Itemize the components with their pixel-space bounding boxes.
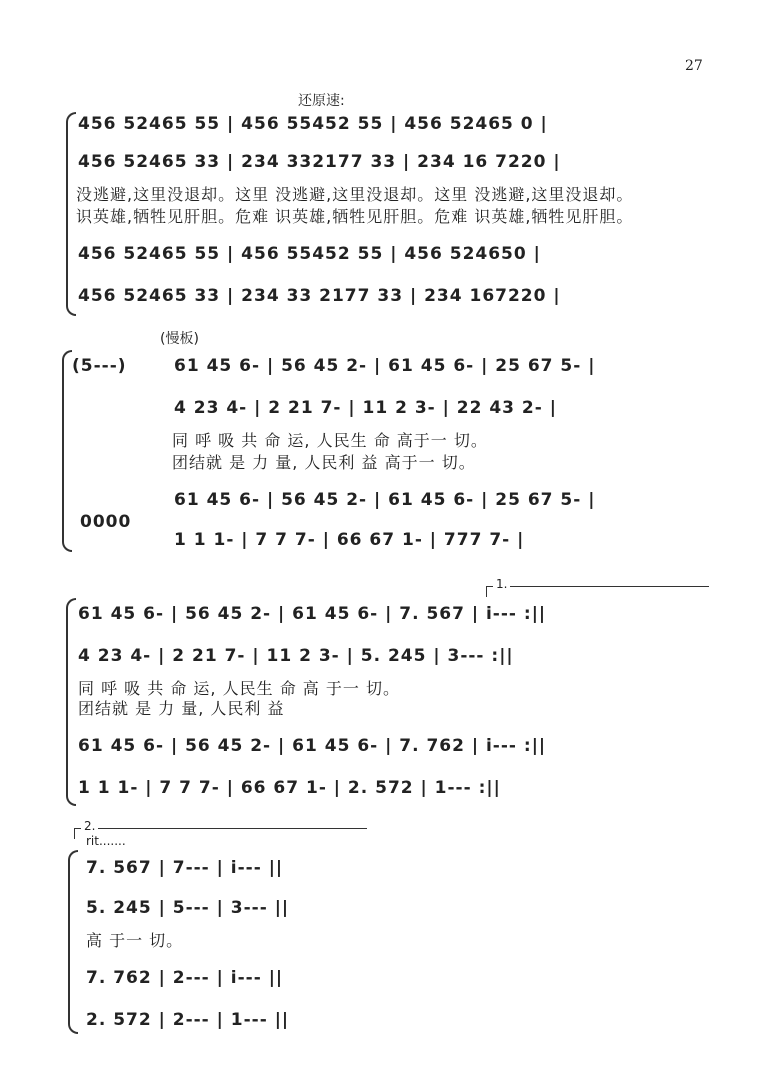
lyric-line: 团结就 是 力 量, 人民利 益: [78, 699, 285, 718]
page-number: 27: [685, 58, 703, 74]
lyric-line: 识英雄,牺牲见肝胆。危难 识英雄,牺牲见肝胆。危难 识英雄,牺牲见肝胆。: [76, 207, 634, 226]
system-brace: [68, 850, 78, 1034]
score-row: 456 52465 33 | 234 332177 33 | 234 16 7220 |: [78, 152, 561, 172]
score-row: 456 52465 55 | 456 55452 55 | 456 524650 |: [78, 244, 541, 264]
volta-bracket: [486, 577, 709, 597]
lyric-line: 同 呼 吸 共 命 运, 人民生 命 高 于一 切。: [78, 679, 400, 698]
volta-label: 1.: [493, 577, 510, 591]
system-brace: [62, 350, 72, 552]
score-row: 4 23 4- | 2 21 7- | 11 2 3- | 22 43 2- |: [174, 398, 557, 418]
score-row: 61 45 6- | 56 45 2- | 61 45 6- | 7. 762 | i--- :||: [78, 736, 547, 756]
score-row: 4 23 4- | 2 21 7- | 11 2 3- | 5. 245 | 3--- :||: [78, 646, 514, 666]
ritardando-marking: rit.......: [86, 834, 126, 848]
score-row: 61 45 6- | 56 45 2- | 61 45 6- | 7. 567 | i--- :||: [78, 604, 547, 624]
tempo-marking: (慢板): [160, 331, 199, 347]
score-row: 456 52465 55 | 456 55452 55 | 456 52465 0 |: [78, 114, 548, 134]
volta-label: 2.: [81, 819, 98, 833]
lyric-line: 高 于一 切。: [86, 931, 184, 950]
score-row: 7. 567 | 7--- | i--- ||: [86, 858, 284, 878]
score-row: 7. 762 | 2--- | i--- ||: [86, 968, 284, 988]
lyric-line: 同 呼 吸 共 命 运, 人民生 命 高于一 切。: [172, 431, 488, 450]
score-row: 1 1 1- | 7 7 7- | 66 67 1- | 2. 572 | 1--- :||: [78, 778, 501, 798]
score-row: 2. 572 | 2--- | 1--- ||: [86, 1010, 290, 1030]
score-row: 61 45 6- | 56 45 2- | 61 45 6- | 25 67 5- |: [174, 490, 596, 510]
intro-note: (5---): [72, 356, 127, 376]
system-brace: [66, 112, 76, 316]
lyric-line: 团结就 是 力 量, 人民利 益 高于一 切。: [172, 453, 476, 472]
tempo-marking: 还原速:: [298, 93, 345, 109]
score-row: 456 52465 33 | 234 33 2177 33 | 234 167220 |: [78, 286, 561, 306]
score-row: 1 1 1- | 7 7 7- | 66 67 1- | 777 7- |: [174, 530, 525, 550]
score-row: 5. 245 | 5--- | 3--- ||: [86, 898, 290, 918]
lyric-line: 没逃避,这里没退却。这里 没逃避,这里没退却。这里 没逃避,这里没退却。: [76, 185, 634, 204]
system-brace: [66, 598, 76, 806]
rest-notes: 0000: [80, 512, 132, 532]
score-row: 61 45 6- | 56 45 2- | 61 45 6- | 25 67 5- |: [174, 356, 596, 376]
